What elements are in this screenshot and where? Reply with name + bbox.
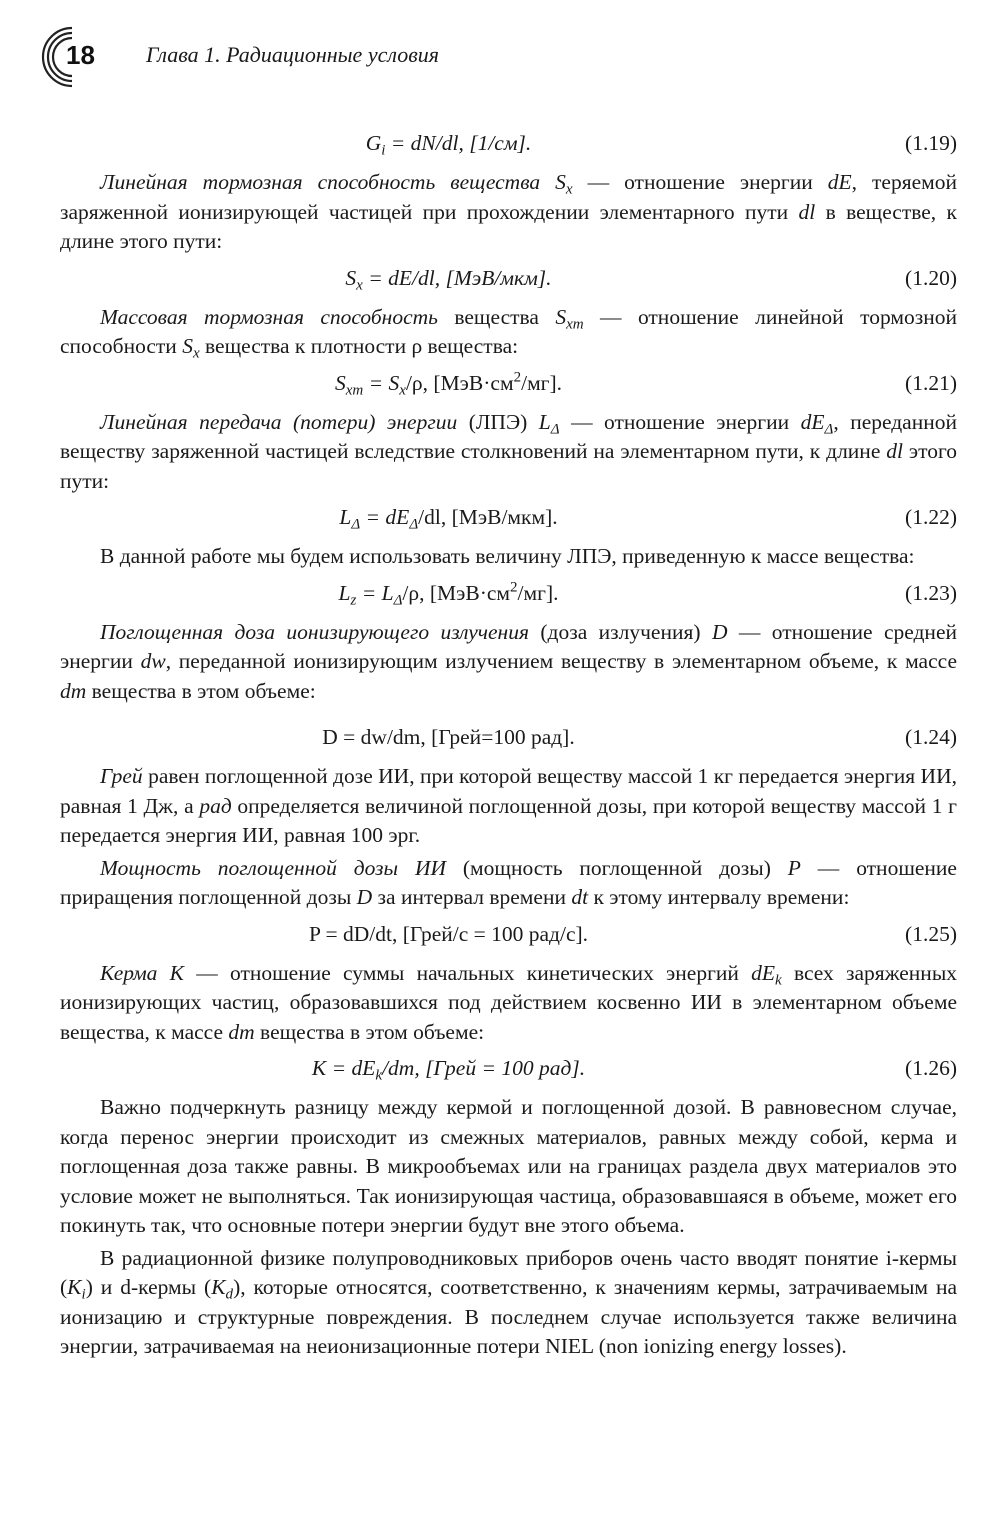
equation-1-23 xyxy=(60,578,957,608)
equation-1-26 xyxy=(60,1053,957,1083)
equation-1-21 xyxy=(60,368,957,398)
paragraph: Важно подчеркнуть разницу между кермой и поглощенной дозой. В равновесном случае, когда перенос энергии происходит из смежных материалов, равных между собой, керма и поглощенная доза также равны. В микрообъемах или на границах раздела двух материалов это условие может не выполняться. Так ионизирующая частица, образовавшаяся в объеме, может его покинуть так, что основные потери энергии будут вне этого объема. xyxy=(60,1095,957,1237)
page-body xyxy=(60,128,957,1362)
equation-expression: $L_z = L_\Delta/\rho$, $[МэВ\cdot см^2/мг]$. xyxy=(338,579,559,608)
equation-1-20 xyxy=(60,263,957,293)
equation-expression: $K = dE_k/dm$, [Грей = 100 рад]. xyxy=(311,1056,586,1084)
paragraph: В данной работе мы будем использовать величину ЛПЭ, приведенную к массе вещества: xyxy=(100,544,915,568)
paragraph: Массовая тормозная способность вещества $S_{xm}$ — отношение линейной тормозной способности $S_x$ вещества к плотности ρ вещества: xyxy=(60,304,957,362)
paragraph: Линейная передача (потери) энергии (ЛПЭ) $L_\Delta$ — отношение энергии $dE_\Delta$, переданной веществу заряженной частицей вследствие столкновений на элементарном пути, к длине dl этого пути: xyxy=(60,409,957,493)
paragraph: В радиационной физике полупроводниковых приборов очень часто вводят понятие i-кермы $(K_i)$ и d-кермы $(K_d)$, которые относятся, соответственно, к значениям кермы, затрачиваемым на ионизацию и структурные повреждения. В последнем случае используется также величина энергии, затрачиваемая на неионизационные потери NIEL (non ionizing energy losses). xyxy=(60,1245,957,1358)
paragraph: Грей равен поглощенной дозе ИИ, при которой веществу массой 1 кг передается энергия ИИ, равная 1 Дж, а рад определяется величиной поглощенной дозы, при которой веществу массой 1 г передается энергия ИИ, равная 100 эрг. xyxy=(60,764,957,847)
equation-expression: $S_{xm} = S_x/\rho$, $[МэВ\cdot см^2/мг]$. xyxy=(334,369,563,398)
equation-1-22 xyxy=(60,502,957,532)
paragraph: Мощность поглощенной дозы ИИ (мощность поглощенной дозы) P — отношение приращения поглощенной дозы D за интервал времени dt к этому интервалу времени: xyxy=(60,855,957,909)
equation-1-19 xyxy=(60,128,957,158)
equation-number: (1.20) xyxy=(905,265,957,290)
equation-number: (1.19) xyxy=(905,131,957,155)
equation-expression: $S_x = dE/dl$, [МэВ/мкм]. xyxy=(345,265,552,293)
equation-expression: D = dw/dm, [Грей=100 рад]. xyxy=(322,725,575,749)
equation-number: (1.25) xyxy=(905,921,957,946)
paragraph: Поглощенная доза ионизирующего излучения (доза излучения) D — отношение средней энергии dw, переданной ионизирующим излучением веществу в элементарном объеме, к массе dm вещества в этом объеме: xyxy=(60,619,957,703)
equation-expression: $G_i = dN/dl$, [1/см]. xyxy=(365,131,532,159)
equation-expression: $L_\Delta = dE_\Delta/dl$, [МэВ/мкм]. xyxy=(339,505,558,533)
equation-number: (1.21) xyxy=(905,370,957,395)
equation-1-25 xyxy=(60,919,957,949)
paragraph: Линейная тормозная способность вещества $S_x$ — отношение энергии dE, теряемой заряженной ионизирующей частицей при прохождении элементарного пути dl в веществе, к длине этого пути: xyxy=(60,170,957,253)
equation-number: (1.23) xyxy=(905,580,957,605)
equation-number: (1.22) xyxy=(905,505,957,529)
equation-number: (1.24) xyxy=(905,725,957,749)
paragraph: Керма K — отношение суммы начальных кинетических энергий $dE_k$ всех заряженных ионизирующих частиц, образовавшихся под действием косвенно ИИ в элементарном объеме вещества, к массе dm вещества в этом объеме: xyxy=(60,960,958,1044)
running-head: Глава 1. Радиационные условия xyxy=(146,42,439,67)
page-number: 18 xyxy=(66,40,95,70)
equation-expression: P = dD/dt, [Грей/с = 100 рад/с]. xyxy=(308,921,589,946)
equation-number: (1.26) xyxy=(905,1056,957,1080)
equation-1-24 xyxy=(60,722,957,752)
